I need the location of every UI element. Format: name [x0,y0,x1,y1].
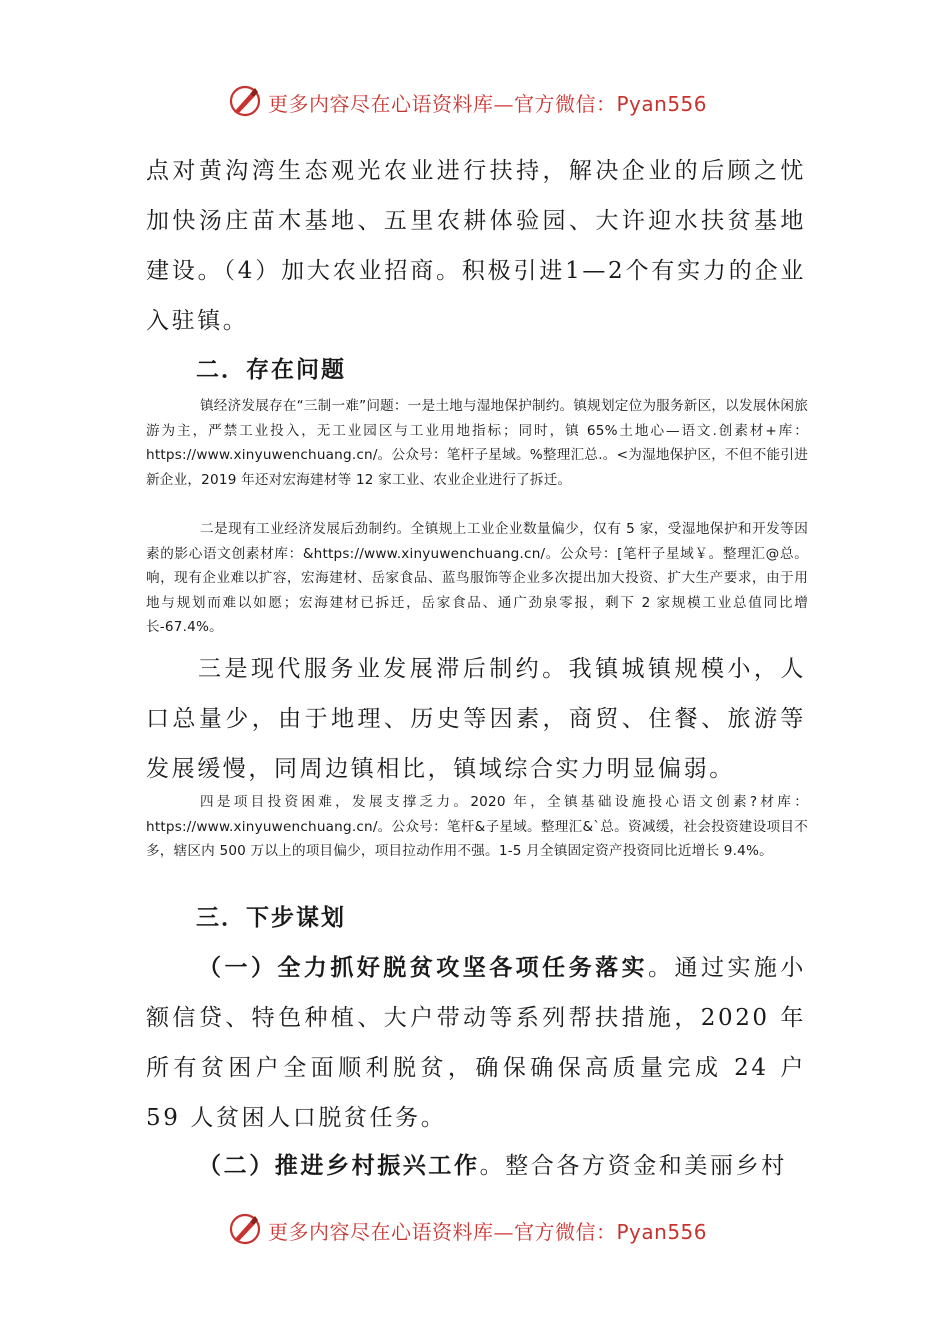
paragraph-agriculture: 点对黄沟湾生态观光农业进行扶持，解决企业的后顾之忧加快汤庄苗木基地、五里农耕体验园、大许迎水扶贫基地建设。（4）加大农业招商。积极引进1—2个有实力的企业入驻镇。 [146,158,806,334]
heading-problems: 二．存在问题 [196,356,346,383]
banner-text: 更多内容尽在心语资料库—官方微信：Pyan556 [268,1220,708,1244]
subheading-poverty: （一）全力抓好脱贫攻坚各项任务落实 [198,954,649,981]
pen-circle-logo [228,1212,262,1246]
paragraph-investment-difficulty: 四是项目投资困难，发展支撑乏力。2020 年，全镇基础设施投心语文创素?材库：https://www.xinyuwenchuang.cn/。公众号：笔杆&子星域。整理汇&`总。资减缓，社会投资建设项目不多，辖区内 500 万以上的项目偏少，项目拉动作用不强。1-5 月全镇固定资产投资同比近增长 9.4%。 [146,794,808,859]
pen-circle-logo [228,84,262,118]
footer-banner [0,1210,950,1250]
paragraph-rural-revitalization: （二）推进乡村振兴工作。整合各方资金和美丽乡村 [198,1152,787,1179]
banner-text: 更多内容尽在心语资料库—官方微信：Pyan556 [268,92,708,116]
subheading-rural: （二）推进乡村振兴工作 [198,1152,480,1179]
paragraph-land-constraint: 镇经济发展存在“三制一难”问题：一是土地与湿地保护制约。镇规划定位为服务新区，以发展休闲旅游为主，严禁工业投入，无工业园区与工业用地指标；同时，镇 65%土地心—语文.创素材+库：https://www.xinyuwenchuang.cn/。公众号：笔杆子星域。%整理汇总.。<为湿地保护区，不但不能引进新企业，2019 年还对宏海建材等 12 家工业、农业企业进行了拆迁。 [146,398,808,488]
paragraph-service-constraint: 三是现代服务业发展滞后制约。我镇城镇规模小，人口总量少，由于地理、历史等因素，商贸、住餐、旅游等发展缓慢，同周边镇相比，镇域综合实力明显偏弱。 [146,656,806,782]
paragraph-industry-constraint: 二是现有工业经济发展后劲制约。全镇规上工业企业数量偏少，仅有 5 家，受湿地保护和开发等因素的影心语文创素材库：&https://www.xinyuwenchuang.cn/。公众号：[笔杆子星域￥。整理汇@总。响，现有企业难以扩容，宏海建材、岳家食品、蓝鸟服饰等企业多次提出加大投资、扩大生产要求，由于用地与规划而难以如愿；宏海建材已拆迁，岳家食品、通广劲泉零报，剩下 2 家规模工业总值同比增长-67.4%。 [146,521,808,635]
paragraph-poverty-alleviation: （一）全力抓好脱贫攻坚各项任务落实。通过实施小额信贷、特色种植、大户带动等系列帮扶措施，2020 年所有贫困户全面顺利脱贫，确保确保高质量完成 24 户 59 人贫困人口脱贫任务。 [146,954,806,1131]
heading-next-steps: 三．下步谋划 [196,904,346,931]
header-banner [0,82,950,122]
